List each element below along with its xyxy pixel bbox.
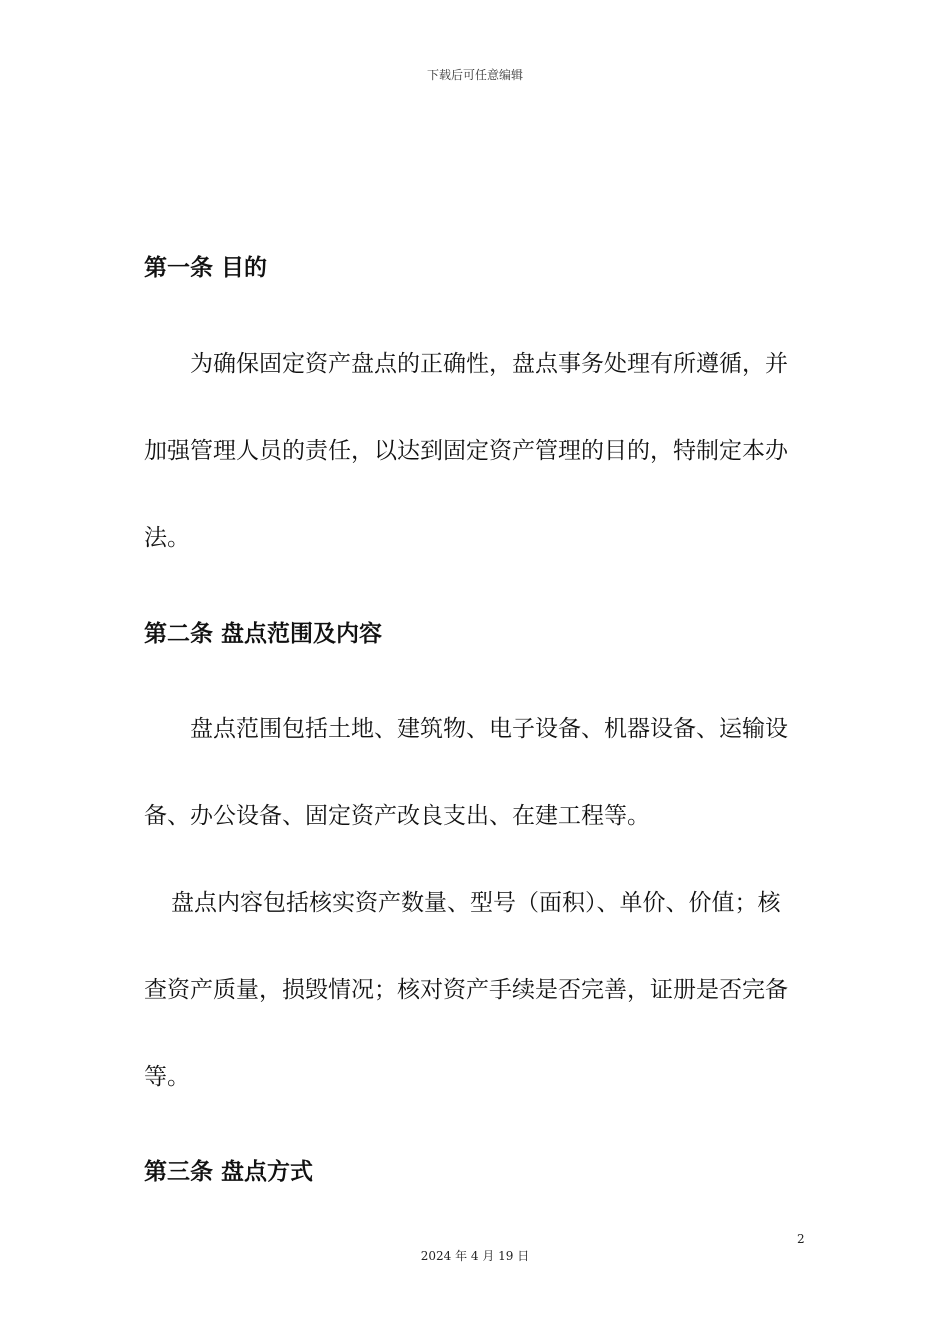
section-2-heading: 第二条 盘点范围及内容 — [144, 621, 383, 647]
section-1-line-1: 为确保固定资产盘点的正确性，盘点事务处理有所遵循，并 — [190, 351, 788, 377]
section-2-line-1: 盘点范围包括土地、建筑物、电子设备、机器设备、运输设 — [190, 716, 788, 742]
footer-date: 2024 年 4 月 19 日 — [420, 1249, 530, 1263]
section-1-line-2: 加强管理人员的责任，以达到固定资产管理的目的，特制定本办 — [144, 438, 788, 464]
section-3-heading: 第三条 盘点方式 — [144, 1159, 314, 1185]
section-1-line-3: 法。 — [144, 525, 190, 551]
section-2-line-4: 查资产质量，损毁情况；核对资产手续是否完善，证册是否完备 — [144, 977, 788, 1003]
page-number: 2 — [797, 1232, 805, 1246]
header-note: 下载后可任意编辑 — [426, 68, 523, 82]
section-2-line-2: 备、办公设备、固定资产改良支出、在建工程等。 — [144, 803, 650, 829]
section-2-line-3: 盘点内容包括核实资产数量、型号（面积）、单价、价值；核 — [171, 890, 781, 916]
section-1-heading: 第一条 目的 — [144, 255, 268, 281]
section-2-line-5: 等。 — [144, 1064, 190, 1090]
